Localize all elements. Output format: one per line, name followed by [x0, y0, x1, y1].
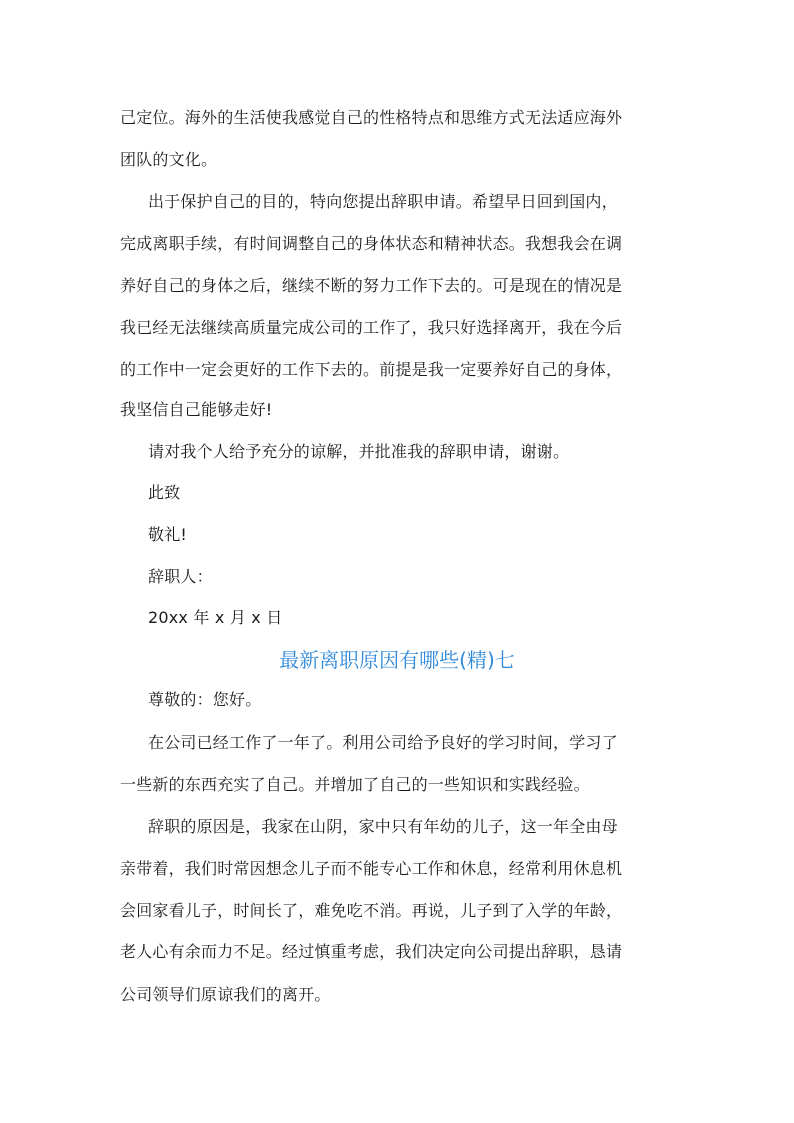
signature-label: 辞职人： — [148, 567, 213, 586]
text-line: 请对我个人给予充分的谅解，并批准我的辞职申请，谢谢。 — [148, 442, 570, 461]
text-line: 会回家看儿子，时间长了，难免吃不消。再说，儿子到了入学的年龄， — [120, 901, 623, 920]
text-line: 公司领导们原谅我们的离开。 — [120, 985, 331, 1004]
text-line: 我坚信自己能够走好! — [120, 400, 273, 419]
closing-text: 此致 — [148, 483, 181, 502]
text-line: 老人心有余而力不足。经过慎重考虑，我们决定向公司提出辞职，恳请 — [120, 942, 623, 961]
salute-text: 敬礼! — [148, 525, 188, 544]
text-line: 辞职的原因是，我家在山阴，家中只有年幼的儿子，这一年全由母 — [148, 817, 618, 836]
text-line: 我已经无法继续高质量完成公司的工作了，我只好选择离开，我在今后 — [120, 318, 623, 337]
text-line: 完成离职手续，有时间调整自己的身体状态和精神状态。我想我会在调 — [120, 234, 623, 253]
text-line: 亲带着，我们时常因想念儿子而不能专心工作和休息，经常利用休息机 — [120, 859, 623, 878]
text-line: 的工作中一定会更好的工作下去的。前提是我一定要养好自己的身体， — [120, 360, 623, 379]
text-line: 在公司已经工作了一年了。利用公司给予良好的学习时间，学习了 — [148, 733, 618, 752]
date-text: 20xx 年 x 月 x 日 — [148, 608, 283, 627]
greeting-text: 尊敬的：您好。 — [148, 690, 262, 709]
text-line: 一些新的东西充实了自己。并增加了自己的一些知识和实践经验。 — [120, 775, 590, 794]
text-line: 己定位。海外的生活使我感觉自己的性格特点和思维方式无法适应海外 — [120, 108, 623, 127]
section-heading: 最新离职原因有哪些(精)七 — [279, 648, 515, 672]
text-line: 团队的文化。 — [120, 150, 218, 169]
text-line: 出于保护自己的目的，特向您提出辞职申请。希望早日回到国内， — [148, 192, 618, 211]
text-line: 养好自己的身体之后，继续不断的努力工作下去的。可是现在的情况是 — [120, 276, 623, 295]
